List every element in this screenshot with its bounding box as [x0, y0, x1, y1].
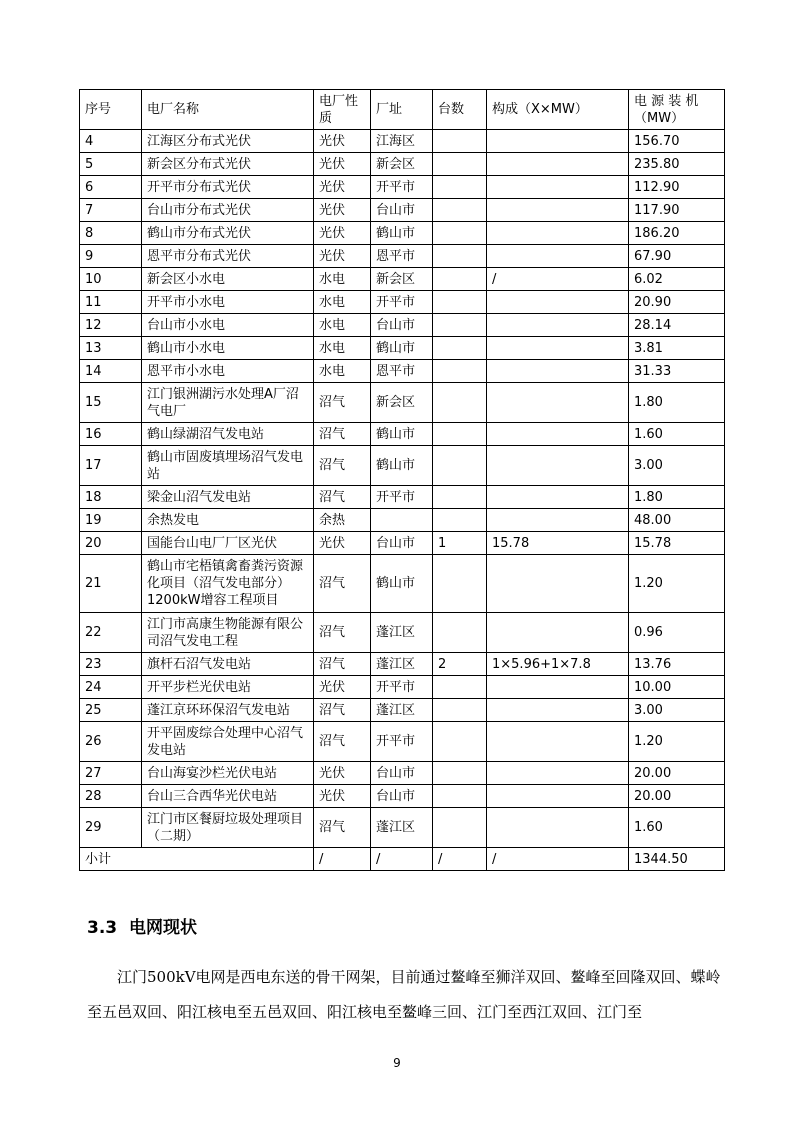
table-cell	[433, 314, 487, 337]
table-row	[80, 360, 725, 383]
table-row	[80, 676, 725, 699]
table-cell: 新会区	[371, 153, 433, 176]
table-cell: 沼气	[314, 446, 371, 486]
table-cell: 水电	[314, 268, 371, 291]
table-cell	[487, 509, 629, 532]
table-cell	[487, 486, 629, 509]
table-cell	[433, 808, 487, 848]
table-cell: 1.80	[629, 383, 725, 423]
column-header: 厂址	[371, 90, 433, 130]
table-cell: 沼气	[314, 486, 371, 509]
table-row	[80, 337, 725, 360]
table-cell: 光伏	[314, 785, 371, 808]
table-cell: 沼气	[314, 383, 371, 423]
table-header-row	[80, 90, 725, 130]
table-row	[80, 176, 725, 199]
table-cell	[433, 785, 487, 808]
table-cell	[487, 613, 629, 653]
table-row	[80, 291, 725, 314]
table-cell	[487, 722, 629, 762]
table-cell	[487, 153, 629, 176]
table-row	[80, 555, 725, 613]
table-cell	[433, 446, 487, 486]
table-row	[80, 268, 725, 291]
subtotal-cell: 小计	[80, 848, 314, 871]
table-cell: 25	[80, 699, 142, 722]
table-cell	[433, 176, 487, 199]
table-cell: 117.90	[629, 199, 725, 222]
table-cell: 台山三合西华光伏电站	[142, 785, 314, 808]
table-cell: 梁金山沼气发电站	[142, 486, 314, 509]
table-cell: 6	[80, 176, 142, 199]
table-row	[80, 245, 725, 268]
table-cell: 1	[433, 532, 487, 555]
table-cell: 21	[80, 555, 142, 613]
table-cell: 19	[80, 509, 142, 532]
table-cell: 1.80	[629, 486, 725, 509]
table-cell: 开平固废综合处理中心沼气发电站	[142, 722, 314, 762]
table-cell	[433, 245, 487, 268]
table-cell: 186.20	[629, 222, 725, 245]
table-cell: 蓬江区	[371, 613, 433, 653]
table-cell	[433, 676, 487, 699]
table-cell: 235.80	[629, 153, 725, 176]
subtotal-row	[80, 848, 725, 871]
table-row	[80, 808, 725, 848]
body-paragraph	[87, 960, 727, 1030]
table-cell: 1.20	[629, 555, 725, 613]
column-header: 台数	[433, 90, 487, 130]
table-cell: 18	[80, 486, 142, 509]
table-cell: 27	[80, 762, 142, 785]
table-cell	[487, 360, 629, 383]
table-cell: 江门市高康生物能源有限公司沼气发电工程	[142, 613, 314, 653]
table-cell: 112.90	[629, 176, 725, 199]
table-cell: 台山市	[371, 532, 433, 555]
table-cell: 5	[80, 153, 142, 176]
table-cell: 鹤山市固废填埋场沼气发电站	[142, 446, 314, 486]
table-cell: 31.33	[629, 360, 725, 383]
page-number: 9	[393, 1056, 401, 1070]
table-cell: 15.78	[487, 532, 629, 555]
table-row	[80, 314, 725, 337]
column-header: 电厂性质	[314, 90, 371, 130]
table-row	[80, 762, 725, 785]
table-cell: 48.00	[629, 509, 725, 532]
table-cell	[487, 222, 629, 245]
section-heading	[87, 913, 197, 938]
table-cell: 3.00	[629, 699, 725, 722]
table-cell: 恩平市	[371, 360, 433, 383]
table-cell: 光伏	[314, 762, 371, 785]
table-row	[80, 222, 725, 245]
table-cell: 10.00	[629, 676, 725, 699]
table-cell: 水电	[314, 314, 371, 337]
power-plant-table	[79, 89, 725, 871]
table-cell	[487, 130, 629, 153]
table-row	[80, 653, 725, 676]
table-cell: 蓬江区	[371, 653, 433, 676]
table-cell: 23	[80, 653, 142, 676]
table-cell: 光伏	[314, 130, 371, 153]
table-cell: 29	[80, 808, 142, 848]
table-cell: 8	[80, 222, 142, 245]
table-cell	[433, 555, 487, 613]
table-cell: 恩平市分布式光伏	[142, 245, 314, 268]
table-row	[80, 613, 725, 653]
table-cell: 鹤山市	[371, 446, 433, 486]
table-cell: 鹤山市宅梧镇禽畜粪污资源化项目（沼气发电部分）1200kW增容工程项目	[142, 555, 314, 613]
table-cell: 20.90	[629, 291, 725, 314]
table-cell	[487, 383, 629, 423]
table-cell: 1.60	[629, 423, 725, 446]
table-cell: 3.81	[629, 337, 725, 360]
table-cell: 12	[80, 314, 142, 337]
table-row	[80, 785, 725, 808]
table-cell	[433, 613, 487, 653]
table-cell: 开平市	[371, 176, 433, 199]
table-cell	[433, 486, 487, 509]
table-cell: 17	[80, 446, 142, 486]
subtotal-cell: /	[371, 848, 433, 871]
column-header: 序号	[80, 90, 142, 130]
table-cell: 鹤山市	[371, 423, 433, 446]
table-cell: 10	[80, 268, 142, 291]
table-cell	[487, 291, 629, 314]
subtotal-cell: /	[314, 848, 371, 871]
table-cell: 蓬江京环环保沼气发电站	[142, 699, 314, 722]
table-cell: 开平市	[371, 486, 433, 509]
table-row	[80, 423, 725, 446]
subtotal-cell: /	[487, 848, 629, 871]
table-cell: 156.70	[629, 130, 725, 153]
table-cell: 新会区	[371, 383, 433, 423]
table-cell: 沼气	[314, 808, 371, 848]
table-cell: 江门银洲湖污水处理A厂沼气电厂	[142, 383, 314, 423]
table-cell	[433, 268, 487, 291]
table-cell: 20	[80, 532, 142, 555]
table-cell: 67.90	[629, 245, 725, 268]
table-cell: 新会区小水电	[142, 268, 314, 291]
table-cell: 沼气	[314, 555, 371, 613]
table-cell: 开平步栏光伏电站	[142, 676, 314, 699]
table-row	[80, 722, 725, 762]
table-cell	[433, 291, 487, 314]
table-row	[80, 199, 725, 222]
table-cell	[487, 699, 629, 722]
table-cell: 2	[433, 653, 487, 676]
table-cell: 1×5.96+1×7.8	[487, 653, 629, 676]
table-cell: 水电	[314, 291, 371, 314]
table-cell: 台山市分布式光伏	[142, 199, 314, 222]
table-cell: 沼气	[314, 722, 371, 762]
table-cell: 余热	[314, 509, 371, 532]
table-cell: 光伏	[314, 245, 371, 268]
table-row	[80, 532, 725, 555]
table-cell	[433, 423, 487, 446]
table-cell: 9	[80, 245, 142, 268]
table-cell: 光伏	[314, 176, 371, 199]
table-cell	[487, 176, 629, 199]
table-cell: 水电	[314, 360, 371, 383]
table-cell: 鹤山市	[371, 222, 433, 245]
table-cell: 恩平市小水电	[142, 360, 314, 383]
table-cell: /	[487, 268, 629, 291]
table-cell	[487, 337, 629, 360]
table-cell: 13	[80, 337, 142, 360]
table-cell: 20.00	[629, 762, 725, 785]
table-cell: 光伏	[314, 532, 371, 555]
table-cell: 台山海宴沙栏光伏电站	[142, 762, 314, 785]
table-cell: 新会区分布式光伏	[142, 153, 314, 176]
table-cell: 鹤山市	[371, 555, 433, 613]
table-cell	[487, 423, 629, 446]
table-cell: 沼气	[314, 613, 371, 653]
table-cell: 开平市	[371, 722, 433, 762]
table-cell: 蓬江区	[371, 808, 433, 848]
table-cell	[487, 199, 629, 222]
table-cell: 沼气	[314, 699, 371, 722]
table-cell: 光伏	[314, 199, 371, 222]
table-cell: 15	[80, 383, 142, 423]
table-cell	[433, 699, 487, 722]
table-cell: 江海区	[371, 130, 433, 153]
table-cell: 13.76	[629, 653, 725, 676]
table-cell: 16	[80, 423, 142, 446]
table-cell	[433, 762, 487, 785]
table-cell	[487, 762, 629, 785]
table-cell: 4	[80, 130, 142, 153]
table-row	[80, 383, 725, 423]
table-cell: 开平市	[371, 291, 433, 314]
table-cell	[487, 245, 629, 268]
section-number: 3.3	[87, 918, 118, 938]
table-cell: 水电	[314, 337, 371, 360]
table-cell: 开平市小水电	[142, 291, 314, 314]
table-row	[80, 130, 725, 153]
table-cell	[433, 383, 487, 423]
table-cell: 台山市小水电	[142, 314, 314, 337]
table-cell: 24	[80, 676, 142, 699]
table-row	[80, 509, 725, 532]
table-cell: 鹤山市小水电	[142, 337, 314, 360]
table-cell	[433, 722, 487, 762]
table-cell: 台山市	[371, 785, 433, 808]
table-cell: 26	[80, 722, 142, 762]
table-cell	[487, 676, 629, 699]
table-cell	[433, 222, 487, 245]
subtotal-cell: 1344.50	[629, 848, 725, 871]
table-cell: 15.78	[629, 532, 725, 555]
column-header: 构成（X×MW）	[487, 90, 629, 130]
table-cell: 鹤山市分布式光伏	[142, 222, 314, 245]
table-row	[80, 446, 725, 486]
table-body	[80, 130, 725, 871]
table-cell: 余热发电	[142, 509, 314, 532]
section-title: 电网现状	[129, 918, 198, 938]
table-cell: 28	[80, 785, 142, 808]
table-cell: 光伏	[314, 676, 371, 699]
table-cell	[433, 199, 487, 222]
table-cell: 0.96	[629, 613, 725, 653]
table-cell: 江门市区餐厨垃圾处理项目（二期）	[142, 808, 314, 848]
table-row	[80, 486, 725, 509]
table-cell	[433, 153, 487, 176]
table-cell: 20.00	[629, 785, 725, 808]
table-cell: 22	[80, 613, 142, 653]
table-cell: 7	[80, 199, 142, 222]
table-row	[80, 153, 725, 176]
table-cell	[371, 509, 433, 532]
table-cell: 江海区分布式光伏	[142, 130, 314, 153]
table-cell: 1.60	[629, 808, 725, 848]
table-row	[80, 699, 725, 722]
table-cell	[487, 314, 629, 337]
table-cell	[487, 808, 629, 848]
table-cell: 光伏	[314, 153, 371, 176]
table-cell: 台山市	[371, 762, 433, 785]
paragraph-text: 江门500kV电网是西电东送的骨干网架，目前通过鳌峰至狮洋双回、鳌峰至回隆双回、蝶岭至五邑双回、阳江核电至五邑双回、阳江核电至鳌峰三回、江门至西江双回、江门至	[87, 968, 721, 1021]
table-cell: 新会区	[371, 268, 433, 291]
table-cell: 鹤山绿湖沼气发电站	[142, 423, 314, 446]
table-cell: 1.20	[629, 722, 725, 762]
table-cell: 国能台山电厂厂区光伏	[142, 532, 314, 555]
table-cell: 14	[80, 360, 142, 383]
column-header: 电厂名称	[142, 90, 314, 130]
column-header: 电 源 装 机（MW）	[629, 90, 725, 130]
table-cell	[487, 446, 629, 486]
table-cell	[487, 785, 629, 808]
table-cell: 台山市	[371, 199, 433, 222]
table-cell: 3.00	[629, 446, 725, 486]
table-cell	[433, 337, 487, 360]
table-cell: 开平市	[371, 676, 433, 699]
table-cell: 沼气	[314, 423, 371, 446]
table-cell: 鹤山市	[371, 337, 433, 360]
table-cell: 6.02	[629, 268, 725, 291]
table-cell	[433, 509, 487, 532]
table-cell: 台山市	[371, 314, 433, 337]
table-cell	[433, 130, 487, 153]
table-cell	[487, 555, 629, 613]
subtotal-cell: /	[433, 848, 487, 871]
table-cell: 蓬江区	[371, 699, 433, 722]
table-cell: 光伏	[314, 222, 371, 245]
table-cell: 恩平市	[371, 245, 433, 268]
table-cell: 沼气	[314, 653, 371, 676]
table-cell: 旗杆石沼气发电站	[142, 653, 314, 676]
table-cell: 开平市分布式光伏	[142, 176, 314, 199]
table-cell: 28.14	[629, 314, 725, 337]
table-cell	[433, 360, 487, 383]
table-cell: 11	[80, 291, 142, 314]
